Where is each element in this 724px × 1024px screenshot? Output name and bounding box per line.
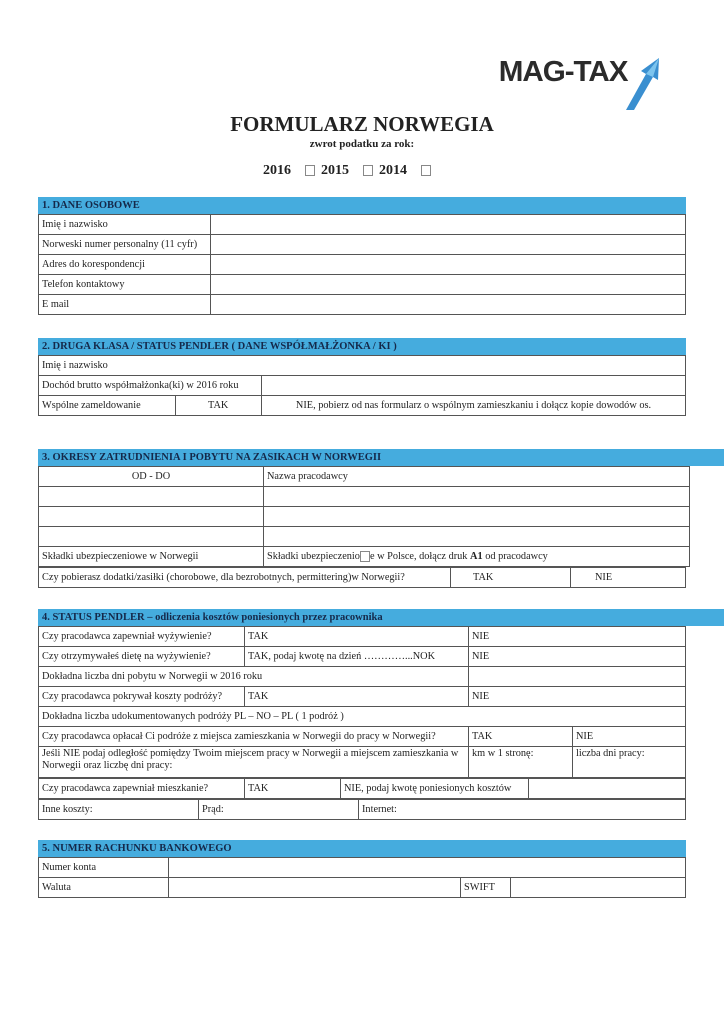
section-title: 2. DRUGA KLASA / STATUS PENDLER ( DANE WSPÓŁMAŁŻONKA / KI ) [38, 338, 686, 355]
table-row: Czy pobierasz dodatki/zasiłki (chorobowe, dla bezrobotnych, permittering)w Norwegii? TAK NIE [39, 568, 686, 588]
table-row: Dokładna liczba udokumentowanych podróży PL – NO – PL ( 1 podróż ) [39, 707, 686, 727]
section-personal-data [38, 197, 686, 315]
table-row: Czy pracodawca pokrywał koszty podróży? TAK NIE [39, 687, 686, 707]
email-field[interactable] [211, 295, 686, 315]
housing-yes[interactable]: TAK [245, 779, 341, 799]
table-row: Jeśli NIE podaj odległość pomiędzy Twoim miejscem pracy w Norwegii a miejscem zamieszkania w Norwegii oraz liczbę dni pracy: km w 1 stronę: liczba dni pracy: [39, 747, 686, 778]
table-row [39, 800, 686, 820]
table-row: Imię i nazwisko [39, 215, 686, 235]
section-title: 1. DANE OSOBOWE [38, 197, 686, 214]
mag-tax-logo [496, 44, 682, 112]
table-row: Wspólne zameldowanie TAK NIE, pobierz od nas formularz o wspólnym zamieszkaniu i dołącz kopie dowodów os. [39, 396, 686, 416]
travel-yes[interactable]: TAK [245, 687, 469, 707]
insurance-poland[interactable]: Składki ubezpieczenio e w Polsce, dołącz druk A1 od pracodawcy [264, 547, 690, 567]
employer-field[interactable] [264, 527, 690, 547]
phone-field[interactable] [211, 275, 686, 295]
other-costs-field[interactable]: Inne koszty: [39, 800, 199, 820]
commute-no[interactable]: NIE [573, 727, 686, 747]
checkbox-2016[interactable] [305, 165, 315, 176]
employer-field[interactable] [264, 487, 690, 507]
benefits-no[interactable]: NIE [571, 568, 686, 588]
employment-table [38, 466, 690, 567]
table-row [39, 527, 690, 547]
table-row: Norweski numer personalny (11 cyfr) [39, 235, 686, 255]
table-row: Dokładna liczba dni pobytu w Norwegii w 2016 roku [39, 667, 686, 687]
name-field[interactable] [211, 215, 686, 235]
personal-data-table [38, 214, 686, 315]
year-2014[interactable]: 2014 [379, 163, 431, 179]
table-row: Czy pracodawca opłacał Ci podróże z miejsca zamieszkania w Norwegii do pracy w Norwegii? TAK NIE [39, 727, 686, 747]
travel-no[interactable]: NIE [469, 687, 686, 707]
housing-cost-field[interactable] [529, 779, 686, 799]
table-row: Telefon kontaktowy [39, 275, 686, 295]
table-row: Czy otrzymywałeś dietę na wyżywienie? TAK, podaj kwotę na dzień …………...NOK NIE [39, 647, 686, 667]
table-row [39, 507, 690, 527]
days-field[interactable] [469, 667, 686, 687]
power-field[interactable]: Prąd: [199, 800, 359, 820]
residence-no[interactable]: NIE, pobierz od nas formularz o wspólnym zamieszkaniu i dołącz kopie dowodów os. [262, 396, 686, 416]
checkbox-2015[interactable] [363, 165, 373, 176]
section-employment [38, 449, 690, 588]
logo-text: MAG-TAX [498, 56, 628, 88]
table-row: Czy pracodawca zapewniał mieszkanie? TAK NIE, podaj kwotę poniesionych kosztów [39, 779, 686, 799]
table-row [39, 487, 690, 507]
table-row: Dochód brutto współmałżonka(ki) w 2016 roku [39, 376, 686, 396]
page-title: FORMULARZ NORWEGIA [230, 112, 494, 136]
spouse-income-field[interactable] [262, 376, 686, 396]
period-field[interactable] [39, 507, 264, 527]
currency-field[interactable] [169, 878, 461, 898]
section-pendler [38, 609, 686, 820]
section-title: 5. NUMER RACHUNKU BANKOWEGO [38, 840, 686, 857]
housing-no[interactable]: NIE, podaj kwotę poniesionych kosztów [341, 779, 529, 799]
other-costs-table [38, 799, 686, 820]
meals-no[interactable]: NIE [469, 627, 686, 647]
year-2016[interactable]: 2016 [263, 163, 315, 179]
housing-table [38, 778, 686, 799]
table-row: OD - DO Nazwa pracodawcy [39, 467, 690, 487]
account-field[interactable] [169, 858, 686, 878]
table-row: Czy pracodawca zapewniał wyżywienie? TAK NIE [39, 627, 686, 647]
section-title: 3. OKRESY ZATRUDNIENIA I POBYTU NA ZASIKACH W NORWEGII [38, 449, 724, 466]
period-field[interactable] [39, 527, 264, 547]
diet-yes[interactable]: TAK, podaj kwotę na dzień …………...NOK [245, 647, 469, 667]
employer-field[interactable] [264, 507, 690, 527]
checkbox-2014[interactable] [421, 165, 431, 176]
section-bank [38, 840, 686, 898]
work-days-field[interactable]: liczba dni pracy: [573, 747, 686, 778]
bank-table [38, 857, 686, 898]
distance-field[interactable]: km w 1 stronę: [469, 747, 573, 778]
residence-yes[interactable]: TAK [176, 396, 262, 416]
pendler-table [38, 626, 686, 778]
year-2015[interactable]: 2015 [321, 163, 373, 179]
section-spouse [38, 338, 686, 416]
checkbox-icon[interactable] [360, 551, 370, 562]
table-row: Waluta SWIFT [39, 878, 686, 898]
internet-field[interactable]: Internet: [359, 800, 686, 820]
address-field[interactable] [211, 255, 686, 275]
table-row: Adres do korespondencji [39, 255, 686, 275]
page-subtitle: zwrot podatku za rok: [309, 138, 415, 150]
period-field[interactable] [39, 487, 264, 507]
table-row: Imię i nazwisko [39, 356, 686, 376]
benefits-table [38, 567, 686, 588]
personal-number-field[interactable] [211, 235, 686, 255]
insurance-norway[interactable]: Składki ubezpieczeniowe w Norwegii [39, 547, 264, 567]
swift-field[interactable] [511, 878, 686, 898]
meals-yes[interactable]: TAK [245, 627, 469, 647]
commute-yes[interactable]: TAK [469, 727, 573, 747]
diet-no[interactable]: NIE [469, 647, 686, 667]
spouse-table [38, 355, 686, 416]
table-row: E mail [39, 295, 686, 315]
table-row [39, 547, 690, 567]
benefits-yes[interactable]: TAK [451, 568, 571, 588]
table-row: Numer konta [39, 858, 686, 878]
section-title: 4. STATUS PENDLER – odliczenia kosztów poniesionych przez pracownika [38, 609, 724, 626]
